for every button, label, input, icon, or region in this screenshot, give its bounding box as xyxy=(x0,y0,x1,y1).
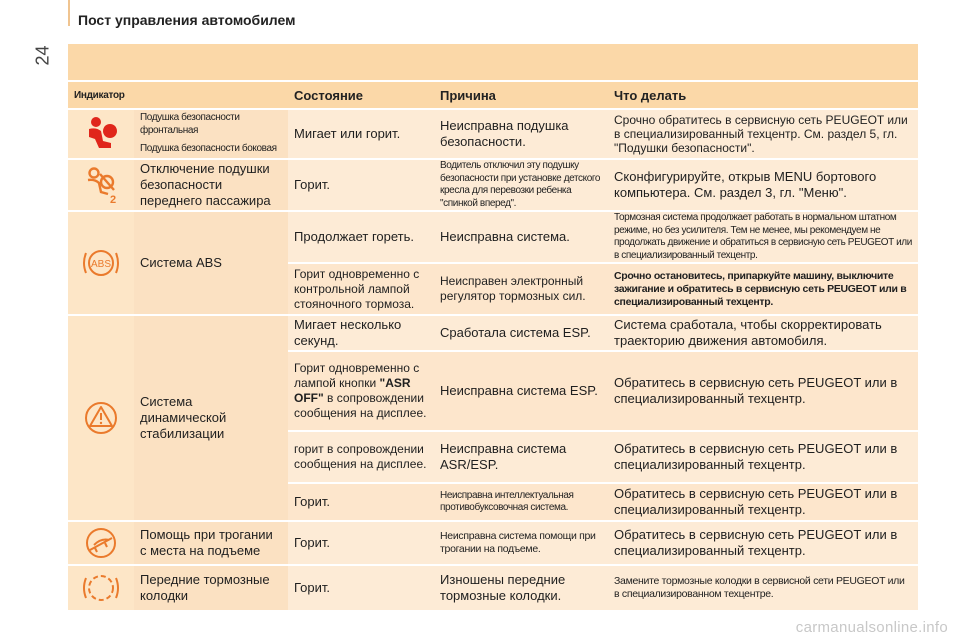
hill-start-state: Горит. xyxy=(288,520,434,564)
watermark: carmanualsonline.info xyxy=(795,619,948,636)
abs-cause-2: Неисправен электронный регулятор тормозных сил. xyxy=(434,262,608,314)
svg-text:ABS: ABS xyxy=(90,259,112,270)
esp-warning-triangle-icon xyxy=(81,399,121,437)
airbag-state: Мигает или горит. xyxy=(288,108,434,158)
passenger-airbag-state: Горит. xyxy=(288,158,434,210)
abs-state-1: Продолжает гореть. xyxy=(288,210,434,262)
airbag-cause: Неисправна подушка безопасности. xyxy=(434,108,608,158)
indicator-table xyxy=(68,80,918,610)
airbag-label-cell xyxy=(134,108,288,158)
asr-off-label: "ASR OFF" xyxy=(294,376,411,405)
passenger-airbag-cause: Водитель отключил эту подушку безопасности при установке детского кресла для перевозки ребенка "спинкой вперед". xyxy=(434,158,608,210)
esp-cause-1: Сработала система ESP. xyxy=(434,314,608,350)
esp-label: Система динамической стабилизации xyxy=(134,314,288,520)
table-row-airbag xyxy=(68,108,918,158)
hill-start-action: Обратитесь в сервисную сеть PEUGEOT или в специализированный техцентр. xyxy=(608,520,918,564)
brake-pads-action: Замените тормозные колодки в сервисной сети PEUGEOT или в специализированном техцентре. xyxy=(608,564,918,610)
passenger-airbag-icon-cell xyxy=(68,158,134,210)
abs-label: Система ABS xyxy=(134,210,288,314)
table-row-brake-pads xyxy=(68,564,918,610)
header-indicator: Индикатор xyxy=(68,80,288,108)
page-number: 24 xyxy=(32,45,53,66)
indicator-table-container xyxy=(68,44,918,610)
side-rule xyxy=(68,0,70,26)
table-row-esp-1 xyxy=(68,314,918,350)
page-title: Пост управления автомобилем xyxy=(78,12,296,28)
esp-state-2 xyxy=(288,350,434,430)
esp-cause-2: Неисправна система ESP. xyxy=(434,350,608,430)
hill-start-icon-cell xyxy=(68,520,134,564)
passenger-airbag-label: Отключение подушки безопасности переднего пассажира xyxy=(134,158,288,210)
table-row-abs-1 xyxy=(68,210,918,262)
abs-state-2: Горит одновременно с контрольной лампой стояночного тормоза. xyxy=(288,262,434,314)
esp-action-3: Обратитесь в сервисную сеть PEUGEOT или в специализированный техцентр. xyxy=(608,430,918,482)
esp-state-2-prefix: Горит одновременно с лампой кнопки xyxy=(294,361,420,390)
esp-action-2: Обратитесь в сервисную сеть PEUGEOT или в специализированный техцентр. xyxy=(608,350,918,430)
abs-warning-icon xyxy=(81,245,121,281)
header-state: Состояние xyxy=(288,80,434,108)
esp-action-1: Система сработала, чтобы скорректировать траекторию движения автомобиля. xyxy=(608,314,918,350)
brake-pads-icon-cell xyxy=(68,564,134,610)
brake-pads-state: Горит. xyxy=(288,564,434,610)
table-banner xyxy=(68,44,918,80)
airbag-warning-icon xyxy=(81,115,121,153)
esp-state-3: горит в сопровождении сообщения на дисплее. xyxy=(288,430,434,482)
svg-text:2: 2 xyxy=(110,194,117,204)
brake-pads-label: Передние тормозные колодки xyxy=(134,564,288,610)
abs-action-1: Тормозная система продолжает работать в нормальном штатном режиме, но без усилителя. Тем не менее, мы рекомендуем не продолжать движение и обратиться в сервисную сеть PEUGEOT или в специализированный техцентр. xyxy=(608,210,918,262)
esp-state-1: Мигает несколько секунд. xyxy=(288,314,434,350)
hill-start-assist-icon xyxy=(81,526,121,560)
esp-action-4: Обратитесь в сервисную сеть PEUGEOT или в специализированный техцентр. xyxy=(608,482,918,520)
hill-start-cause: Неисправна система помощи при трогании на подъеме. xyxy=(434,520,608,564)
passenger-airbag-action: Сконфигурируйте, открыв MENU бортового компьютера. См. раздел 3, гл. "Меню". xyxy=(608,158,918,210)
airbag-action: Срочно обратитесь в сервисную сеть PEUGEOT или в специализированный техцентр. См. раздел 5, гл. "Подушки безопасности". xyxy=(608,108,918,158)
table-row-passenger-airbag xyxy=(68,158,918,210)
airbag-front-label: Подушка безопасности фронтальная xyxy=(140,112,240,136)
brake-pads-cause: Изношены передние тормозные колодки. xyxy=(434,564,608,610)
passenger-airbag-off-icon xyxy=(81,166,121,204)
header-cause: Причина xyxy=(434,80,608,108)
hill-start-label: Помощь при трогании с места на подъеме xyxy=(134,520,288,564)
esp-icon-cell xyxy=(68,314,134,520)
header-action: Что делать xyxy=(608,80,918,108)
esp-cause-3: Неисправна система ASR/ESP. xyxy=(434,430,608,482)
abs-icon-cell xyxy=(68,210,134,314)
esp-state-4: Горит. xyxy=(288,482,434,520)
abs-cause-1: Неисправна система. xyxy=(434,210,608,262)
esp-cause-4: Неисправна интеллектуальная противобуксовочная система. xyxy=(434,482,608,520)
airbag-icon-cell xyxy=(68,108,134,158)
airbag-side-label: Подушка безопасности боковая xyxy=(140,143,277,155)
table-header-row xyxy=(68,80,918,108)
table-row-hill-start xyxy=(68,520,918,564)
abs-action-2: Срочно остановитесь, припаркуйте машину, выключите зажигание и обратитесь в сервисную сеть PEUGEOT или в специализированный техцентр. xyxy=(608,262,918,314)
esp-state-2-suffix: в сопровождении сообщения на дисплее. xyxy=(294,391,427,420)
brake-pad-wear-icon xyxy=(81,570,121,606)
